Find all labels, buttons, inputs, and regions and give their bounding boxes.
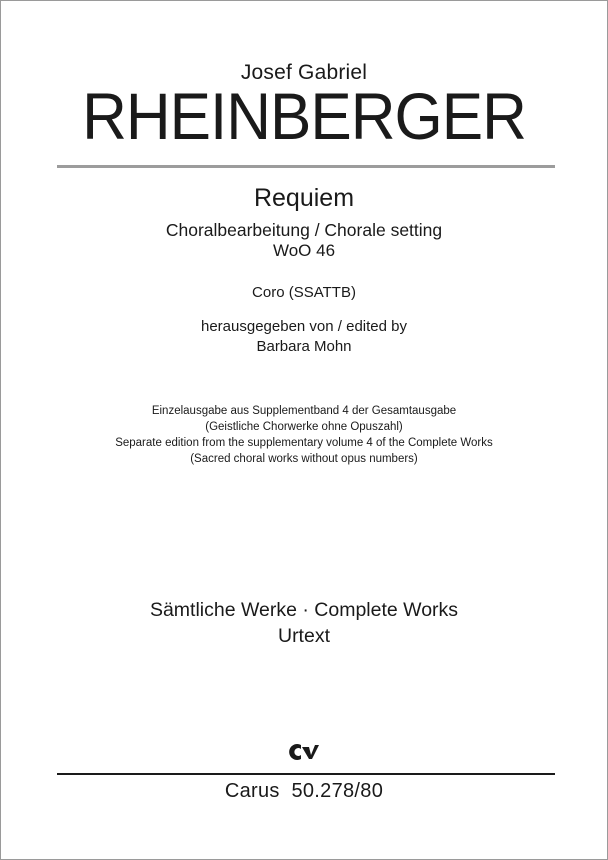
edition-note: (Sacred choral works without opus numbers) <box>190 453 418 465</box>
edited-by-label: herausgegeben von / edited by <box>201 318 407 335</box>
carus-logo-icon <box>289 743 319 761</box>
series-name: Sämtliche Werke · Complete Works <box>149 599 459 621</box>
top-divider <box>57 165 555 168</box>
bottom-divider <box>57 773 555 775</box>
work-catalog: WoO 46 <box>272 241 336 260</box>
edition-note: Separate edition from the supplementary volume 4 of the Complete Works <box>115 437 493 449</box>
urtext-label: Urtext <box>277 625 330 647</box>
composer-surname: RHEINBERGER <box>82 80 526 155</box>
editor-name: Barbara Mohn <box>256 338 352 355</box>
work-title: Requiem <box>253 184 355 212</box>
composer-first-names: Josef Gabriel <box>240 61 368 84</box>
edition-note: Einzelausgabe aus Supplementband 4 der Gesamtausgabe <box>151 405 457 417</box>
edition-note: (Geistliche Chorwerke ohne Opuszahl) <box>205 421 403 433</box>
work-scoring: Coro (SSATTB) <box>252 284 356 301</box>
work-subtitle: Choralbearbeitung / Chorale setting <box>165 220 443 240</box>
publisher-catalog-number: Carus 50.278/80 <box>224 780 384 802</box>
